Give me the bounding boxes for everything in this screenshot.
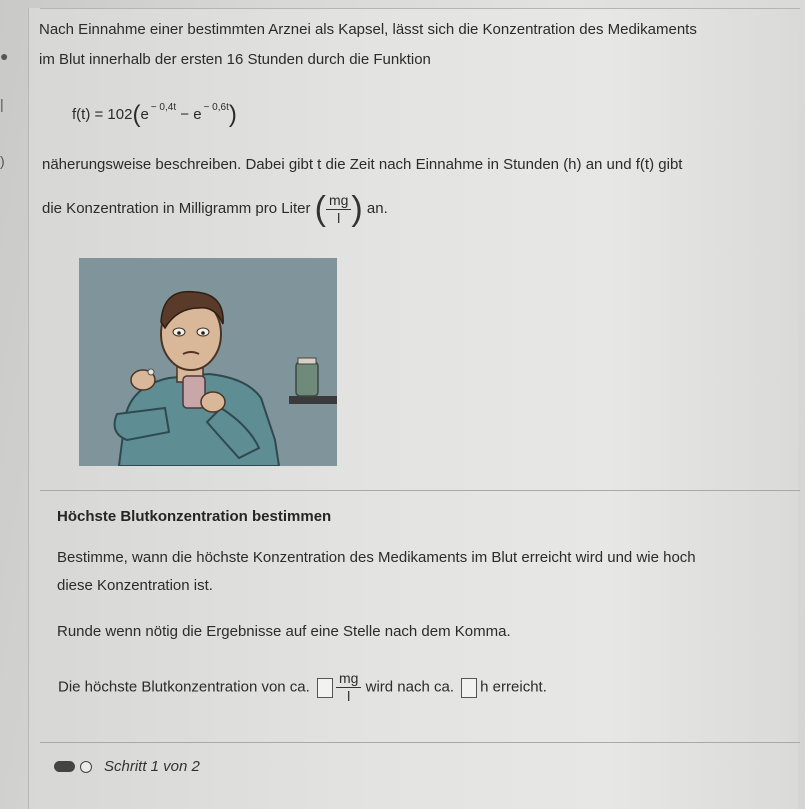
- formula-term1-exponent: − 0,4t: [150, 102, 177, 113]
- unit-close-paren: ): [351, 190, 363, 229]
- formula-minus: −: [180, 106, 190, 123]
- intro-line-2: im Blut innerhalb der ersten 16 Stunden durch die Funktion: [39, 51, 431, 68]
- formula-lhs: f(t) = 102: [72, 106, 133, 123]
- intro-line-4-end: an.: [366, 200, 388, 217]
- right-hand: [201, 392, 225, 412]
- intro-line-3-text: näherungsweise beschreiben. Dabei gibt t die Zeit nach Einnahme in Stunden: [42, 156, 560, 173]
- answer-prefix: Die höchste Blutkonzentration von ca.: [58, 678, 310, 696]
- unit-open-paren: (: [314, 190, 326, 229]
- intro-line-3: [42, 155, 682, 175]
- answer-unit-numerator: mg: [336, 670, 361, 688]
- capsule: [148, 369, 154, 375]
- step-label: Schritt 1 von 2: [104, 758, 200, 775]
- answer-middle: wird nach ca.: [365, 678, 454, 696]
- patient-illustration: [79, 258, 337, 466]
- answer-unit-fraction: [336, 670, 361, 705]
- concentration-input[interactable]: [317, 678, 333, 698]
- edge-bracket-icon: |: [0, 96, 4, 112]
- intro-line-3-end: gibt: [658, 156, 683, 173]
- rounding-instruction: Runde wenn nötig die Ergebnisse auf eine Stelle nach dem Komma.: [57, 623, 511, 640]
- pill-jar: [296, 362, 318, 396]
- task-line-1: Bestimme, wann die höchste Konzentration des Medikaments im Blut erreicht wird und wie hoch: [57, 549, 696, 566]
- formula-open-paren: (: [132, 101, 141, 128]
- section-divider: [40, 490, 800, 491]
- edge-paren-icon: ): [0, 153, 5, 169]
- unit-fraction: [326, 192, 351, 227]
- formula-term2-base: e: [193, 106, 202, 123]
- left-border: [28, 8, 29, 809]
- time-input[interactable]: [461, 678, 477, 698]
- function-formula: [72, 101, 237, 129]
- formula-term2-exponent: − 0,6t: [203, 102, 229, 113]
- jar-lid: [298, 358, 316, 364]
- step-2-dot[interactable]: [80, 761, 92, 773]
- intro-line-1: Nach Einnahme einer bestimmten Arznei als Kapsel, lässt sich die Konzentration des Medikaments: [39, 21, 697, 38]
- edge-bullet-icon: ●: [0, 48, 9, 64]
- formula-term1-base: e: [140, 106, 149, 123]
- step-1-dot[interactable]: [54, 761, 75, 772]
- shelf: [289, 396, 337, 404]
- hours-unit: (h): [563, 156, 582, 173]
- answer-sentence: [58, 670, 547, 705]
- section-heading: Höchste Blutkonzentration bestimmen: [57, 508, 332, 525]
- answer-unit-denominator: l: [347, 688, 351, 704]
- task-line-2: diese Konzentration ist.: [57, 577, 213, 594]
- intro-line-3-mid: an und: [585, 156, 632, 173]
- intro-line-4-text: die Konzentration in Milligramm pro Liter: [42, 200, 311, 217]
- footer-divider: [40, 742, 800, 743]
- answer-suffix: h erreicht.: [480, 678, 547, 696]
- unit-denominator: l: [337, 209, 341, 226]
- intro-line-4: [42, 189, 388, 229]
- formula-close-paren: ): [228, 101, 237, 128]
- step-indicator: [54, 758, 200, 775]
- unit-numerator: mg: [326, 192, 351, 210]
- top-divider: [40, 8, 800, 9]
- function-name: f(t): [635, 156, 655, 173]
